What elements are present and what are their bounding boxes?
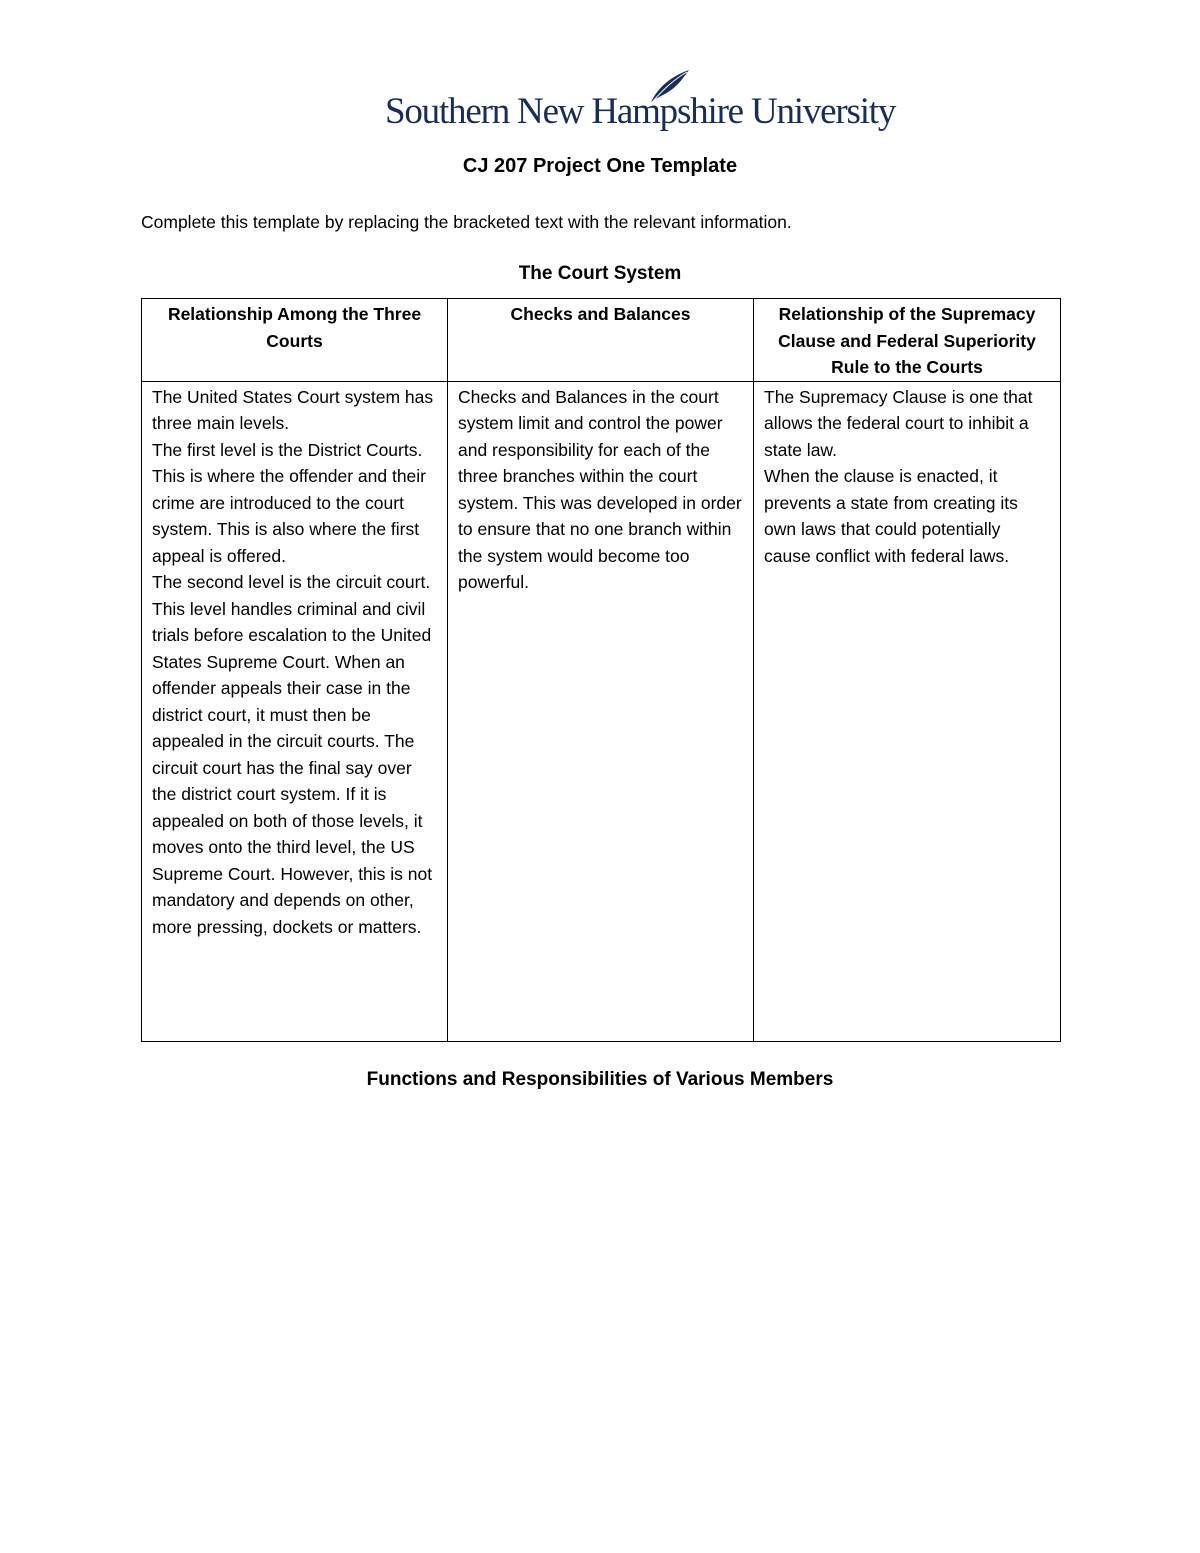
table-cell-relationship bbox=[142, 381, 448, 1041]
table-cell-supremacy bbox=[754, 381, 1061, 1041]
cell-paragraph: The United States Court system has three main levels. bbox=[152, 386, 434, 433]
functions-heading: Functions and Responsibilities of Various Members bbox=[366, 1069, 834, 1090]
logo-text: Southern New Hampshire University bbox=[385, 91, 896, 132]
column-header: Relationship Among the Three Courts bbox=[142, 299, 448, 382]
table-header-row bbox=[142, 299, 1061, 382]
university-logo bbox=[385, 68, 896, 138]
column-header: Relationship of the Supremacy Clause and Federal Superiority Rule to the Courts bbox=[754, 299, 1061, 382]
table-cell-checks bbox=[448, 381, 754, 1041]
cell-paragraph: The Supremacy Clause is one that allows the federal court to inhibit a state law. bbox=[764, 386, 1033, 460]
cell-paragraph: When the clause is enacted, it prevents a state from creating its own laws that could potentially cause conflict with federal laws. bbox=[764, 466, 1018, 566]
cell-paragraph: The second level is the circuit court. This level handles criminal and civil trials before escalation to the United States Supreme Court. When an offender appeals their case in the district court, it must then be appealed in the circuit courts. The circuit court has the final say over the district court system. If it is appealed on both of those levels, it moves onto the third level, the US Supreme Court. However, this is not mandatory and depends on other, more pressing, dockets or matters. bbox=[152, 572, 433, 937]
court-system-heading: The Court System bbox=[518, 263, 682, 284]
instructions-text: Complete this template by replacing the bracketed text with the relevant information. bbox=[141, 212, 792, 232]
table-row bbox=[142, 381, 1061, 1041]
court-system-table bbox=[141, 298, 1061, 1042]
cell-paragraph: The first level is the District Courts. This is where the offender and their crime are introduced to the court system. This is also where the first appeal is offered. bbox=[152, 439, 427, 566]
cell-paragraph: Checks and Balances in the court system limit and control the power and responsibility for each of the three branches within the court system. This was developed in order to ensure that no one branch within the system would become too powerful. bbox=[458, 386, 742, 592]
page-title: CJ 207 Project One Template bbox=[462, 155, 738, 177]
column-header: Checks and Balances bbox=[448, 299, 754, 382]
